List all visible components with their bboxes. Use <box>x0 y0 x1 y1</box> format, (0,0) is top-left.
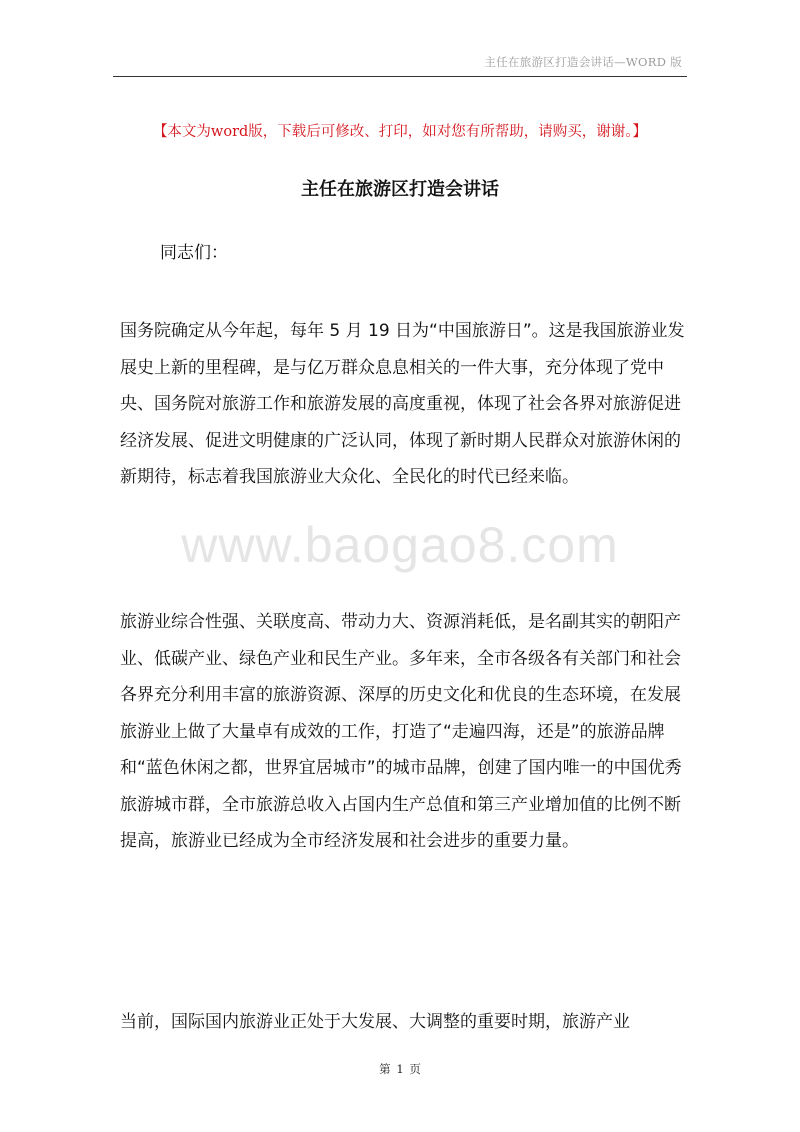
paragraph-2: 旅游业综合性强、关联度高、带动力大、资源消耗低，是名副其实的朝阳产业、低碳产业、绿色产业和民生产业。多年来，全市各级各有关部门和社会各界充分利用丰富的旅游资源、深厚的历史文化和优良的生态环境，在发展旅游业上做了大量卓有成效的工作，打造了“走遍四海，还是”的旅游品牌和“蓝色休闲之都，世界宜居城市”的城市品牌，创建了国内唯一的中国优秀旅游城市群，全市旅游总收入占国内生产总值和第三产业增加值的比例不断提高，旅游业已经成为全市经济发展和社会进步的重要力量。 <box>120 612 682 851</box>
document-title: 主任在旅游区打造会讲话 <box>301 179 499 200</box>
header-divider <box>113 76 687 77</box>
page-footer <box>0 1061 800 1077</box>
watermark: www.baogao8.com <box>181 517 619 573</box>
page-number: 1 <box>396 1062 404 1076</box>
page-suffix: 页 <box>409 1062 421 1076</box>
purchase-notice: 【本文为word版，下载后可修改、打印，如对您有所帮助，请购买，谢谢。】 <box>152 124 648 140</box>
running-header: 主任在旅游区打造会讲话—WORD 版 <box>484 55 682 69</box>
paragraph-3: 当前，国际国内旅游业正处于大发展、大调整的重要时期，旅游产业 <box>120 1012 630 1032</box>
page-prefix: 第 <box>379 1062 391 1076</box>
paragraph-1: 国务院确定从今年起，每年 5 月 19 日为“中国旅游日”。这是我国旅游业发展史上新的里程碑，是与亿万群众息息相关的一件大事，充分体现了党中央、国务院对旅游工作和旅游发展的高度重视，体现了社会各界对旅游促进经济发展、促进文明健康的广泛认同，体现了新时期人民群众对旅游休闲的新期待，标志着我国旅游业大众化、全民化的时代已经来临。 <box>120 321 685 487</box>
salutation: 同志们： <box>160 243 228 263</box>
